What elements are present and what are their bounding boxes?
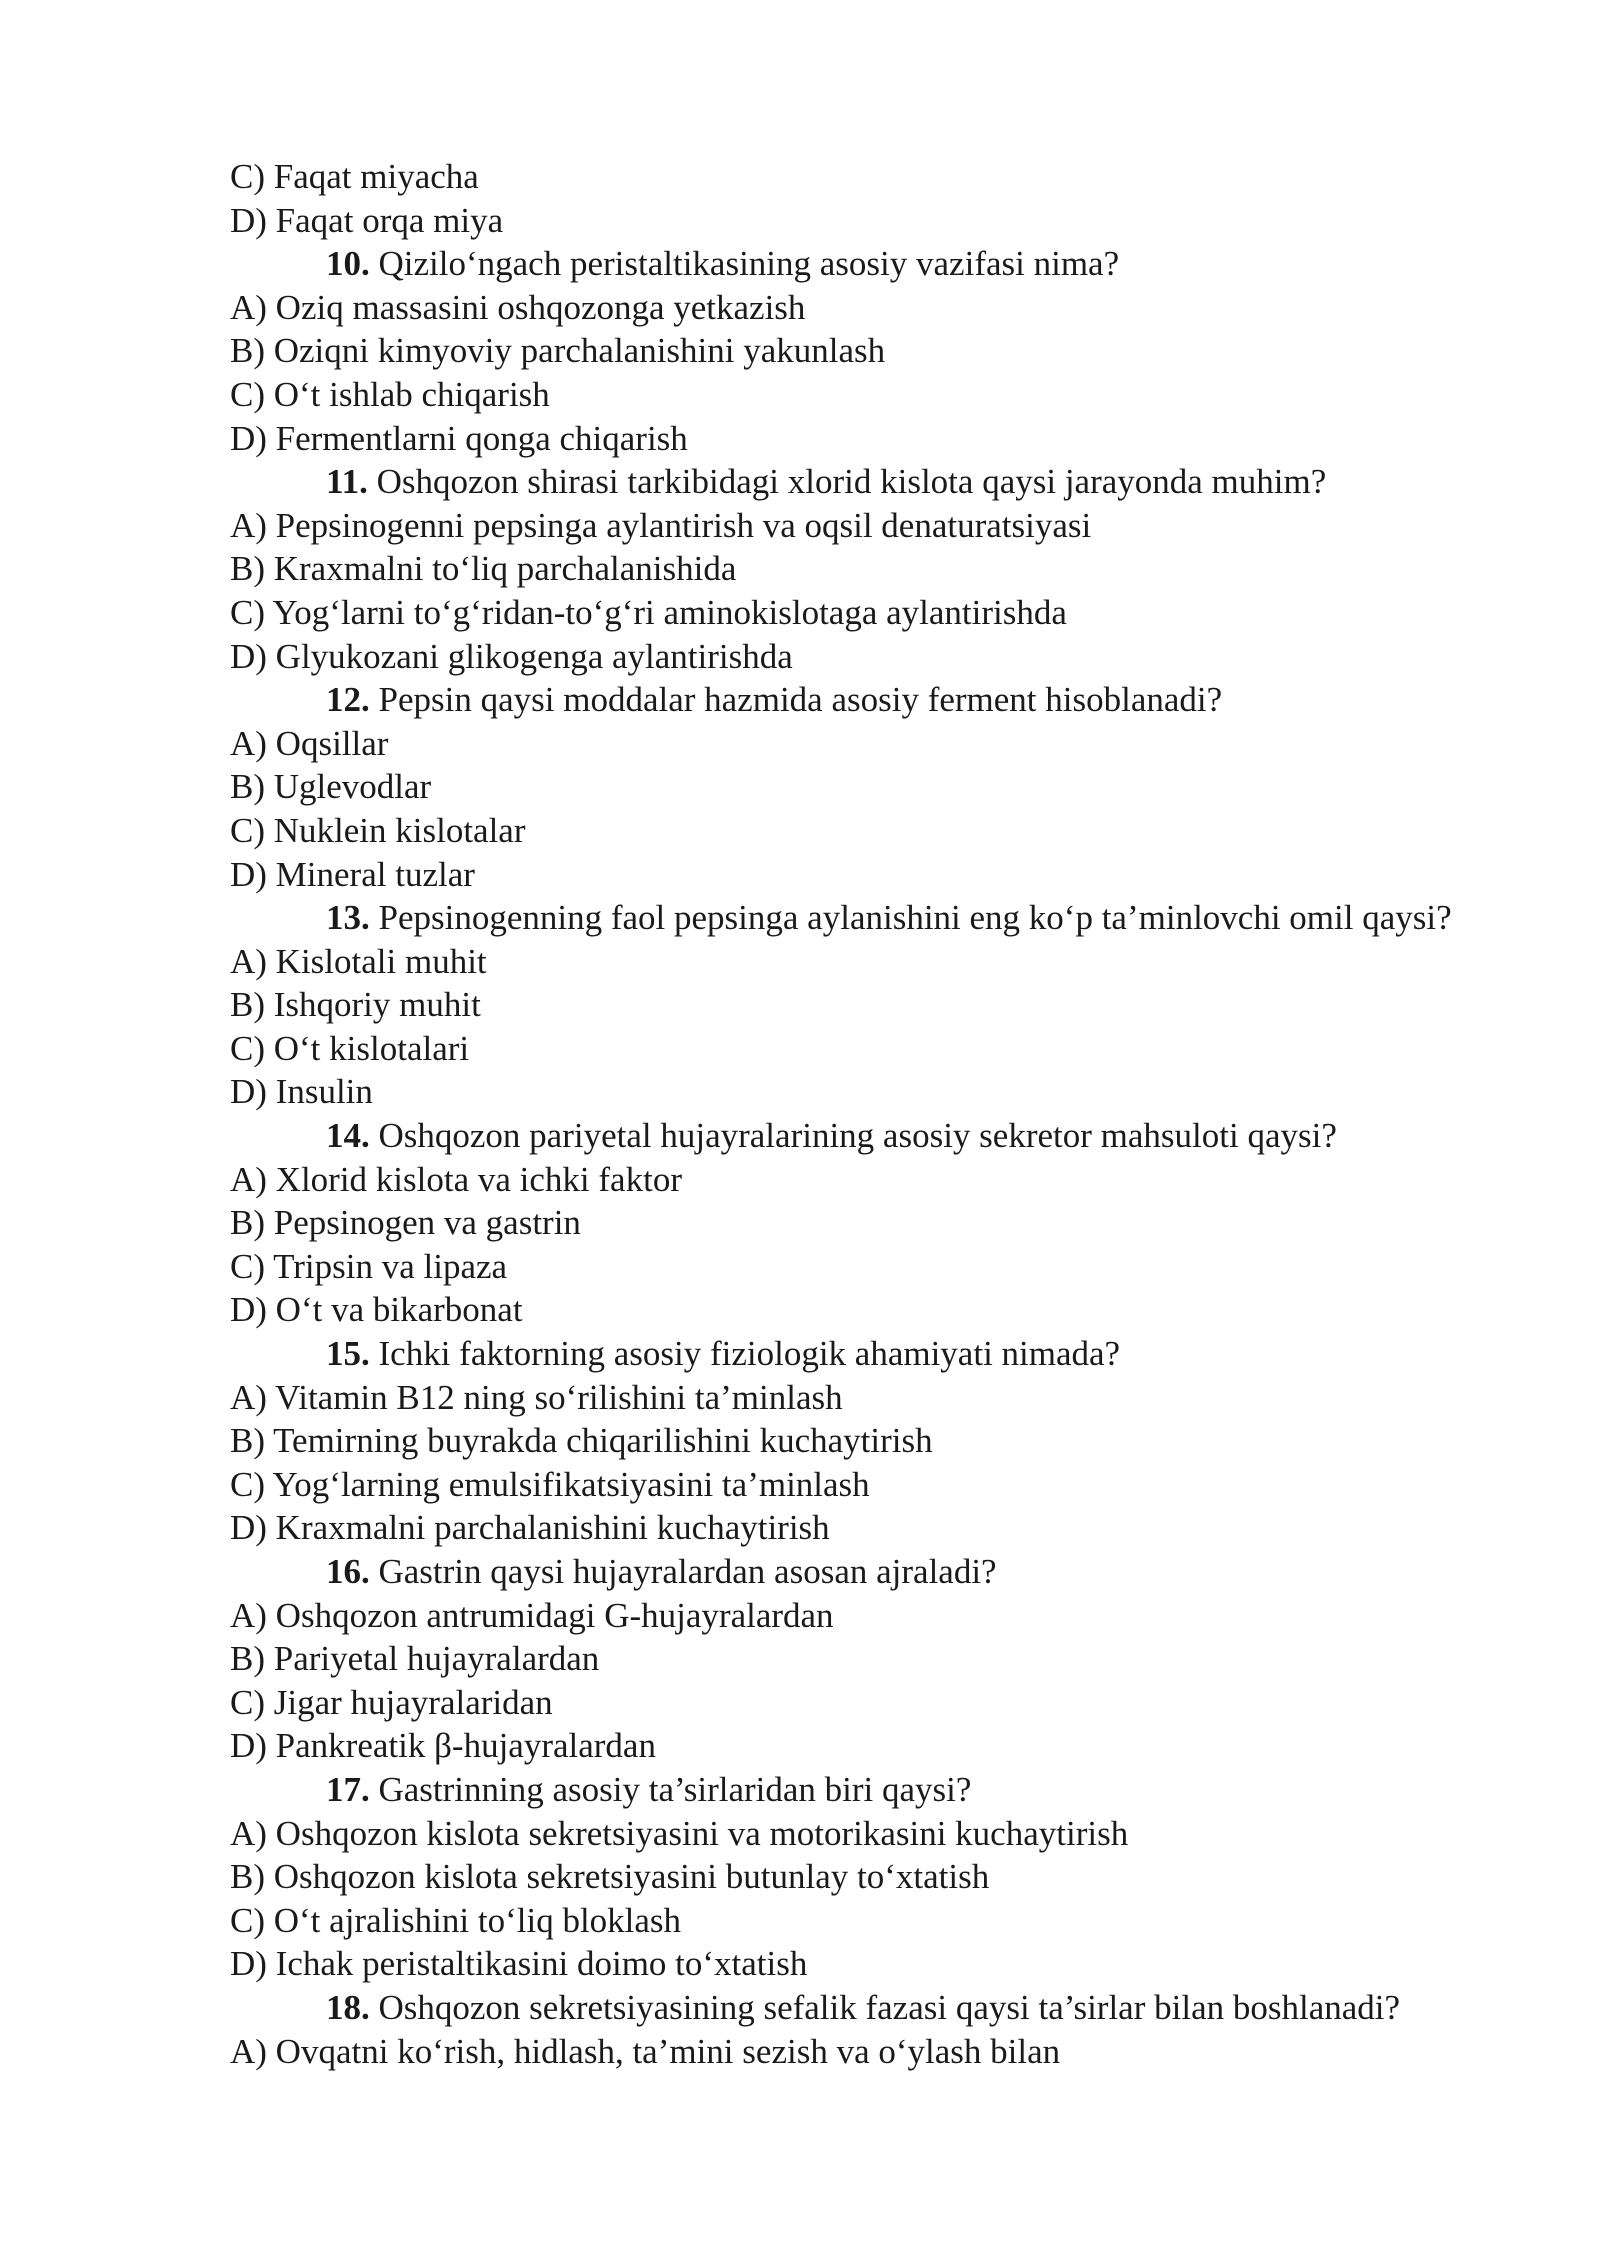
option-line: B) Oshqozon kislota sekretsiyasini butunlay to‘xtatish [230, 1857, 990, 1897]
option-line: A) Oshqozon antrumidagi G-hujayralardan [230, 1595, 834, 1635]
question-number: 17. [326, 1769, 370, 1809]
option-line: D) Ichak peristaltikasini doimo to‘xtatish [230, 1944, 808, 1984]
question-number: 15. [326, 1334, 370, 1374]
question-number: 10. [326, 244, 370, 284]
option-line: D) Mineral tuzlar [230, 854, 475, 894]
option-line: D) Fermentlarni qonga chiqarish [230, 418, 688, 458]
question-text: Ichki faktorning asosiy fiziologik ahamiyati nimada? [378, 1334, 1121, 1374]
option-line: C) Faqat miyacha [230, 157, 479, 196]
question-number: 13. [326, 898, 370, 938]
question-text: Oshqozon pariyetal hujayralarining asosiy sekretor mahsuloti qaysi? [378, 1116, 1337, 1156]
question-15 [230, 1332, 1500, 1376]
option-line: C) O‘t ishlab chiqarish [230, 374, 550, 414]
option-line: A) Oziq massasini oshqozonga yetkazish [230, 287, 806, 327]
question-text: Qizilo‘ngach peristaltikasining asosiy vazifasi nima? [378, 244, 1120, 284]
option-line: A) Vitamin B12 ning so‘rilishini ta’minlash [230, 1377, 843, 1417]
question-14 [230, 1114, 1500, 1158]
option-line: D) Insulin [230, 1072, 373, 1112]
option-line: C) Yog‘larning emulsifikatsiyasini ta’minlash [230, 1464, 870, 1504]
option-line: D) Pankreatik β-hujayralardan [230, 1726, 656, 1766]
question-text: Gastrin qaysi hujayralardan asosan ajraladi? [378, 1552, 997, 1591]
question-number: 16. [326, 1552, 370, 1591]
option-line: B) Pariyetal hujayralardan [230, 1639, 600, 1679]
option-line: A) Oqsillar [230, 723, 389, 763]
question-text: Pepsin qaysi moddalar hazmida asosiy ferment hisoblanadi? [378, 680, 1223, 720]
option-line: A) Kislotali muhit [230, 941, 487, 981]
question-text: Oshqozon sekretsiyasining sefalik fazasi qaysi ta’sirlar bilan boshlanadi? [378, 1987, 1401, 2027]
option-line: B) Uglevodlar [230, 767, 432, 807]
option-line: C) Jigar hujayralaridan [230, 1682, 553, 1722]
question-18 [230, 1986, 1500, 2030]
option-line: D) Glyukozani glikogenga aylantirishda [230, 636, 793, 676]
option-line: D) Faqat orqa miya [230, 200, 504, 240]
option-line: C) O‘t kislotalari [230, 1028, 470, 1068]
option-line: B) Kraxmalni to‘liq parchalanishida [230, 549, 737, 589]
question-number: 12. [326, 680, 370, 720]
question-text: Oshqozon shirasi tarkibidagi xlorid kislota qaysi jarayonda muhim? [376, 462, 1327, 502]
question-17 [230, 1768, 1500, 1812]
question-number: 18. [326, 1987, 370, 2027]
option-line: B) Temirning buyrakda chiqarilishini kuchaytirish [230, 1421, 933, 1461]
option-line: A) Ovqatni ko‘rish, hidlash, ta’mini sezish va o‘ylash bilan [230, 2031, 1061, 2071]
question-text: Gastrinning asosiy ta’sirlaridan biri qaysi? [378, 1769, 972, 1809]
option-line: D) O‘t va bikarbonat [230, 1290, 523, 1330]
option-line: C) Nuklein kislotalar [230, 810, 526, 850]
question-11 [230, 460, 1500, 504]
question-16 [230, 1550, 1500, 1594]
option-line: C) O‘t ajralishini to‘liq bloklash [230, 1900, 682, 1940]
option-line: A) Xlorid kislota va ichki faktor [230, 1159, 682, 1199]
question-13 [230, 896, 1500, 940]
option-line: A) Oshqozon kislota sekretsiyasini va motorikasini kuchaytirish [230, 1813, 1129, 1853]
question-text: Pepsinogenning faol pepsinga aylanishini eng ko‘p ta’minlovchi omil qaysi? [378, 898, 1452, 938]
option-line: D) Kraxmalni parchalanishini kuchaytirish [230, 1508, 830, 1548]
option-line: B) Oziqni kimyoviy parchalanishini yakunlash [230, 331, 886, 371]
option-line: C) Tripsin va lipaza [230, 1246, 508, 1286]
option-line: A) Pepsinogenni pepsinga aylantirish va oqsil denaturatsiyasi [230, 505, 1092, 545]
question-12 [230, 678, 1500, 722]
question-number: 14. [326, 1116, 370, 1156]
question-10 [230, 242, 1500, 286]
option-line: C) Yog‘larni to‘g‘ridan-to‘g‘ri aminokislotaga aylantirishda [230, 592, 1067, 632]
option-line: B) Ishqoriy muhit [230, 985, 481, 1025]
document-page [230, 155, 1500, 2073]
question-number: 11. [326, 462, 368, 502]
option-line: B) Pepsinogen va gastrin [230, 1203, 581, 1243]
